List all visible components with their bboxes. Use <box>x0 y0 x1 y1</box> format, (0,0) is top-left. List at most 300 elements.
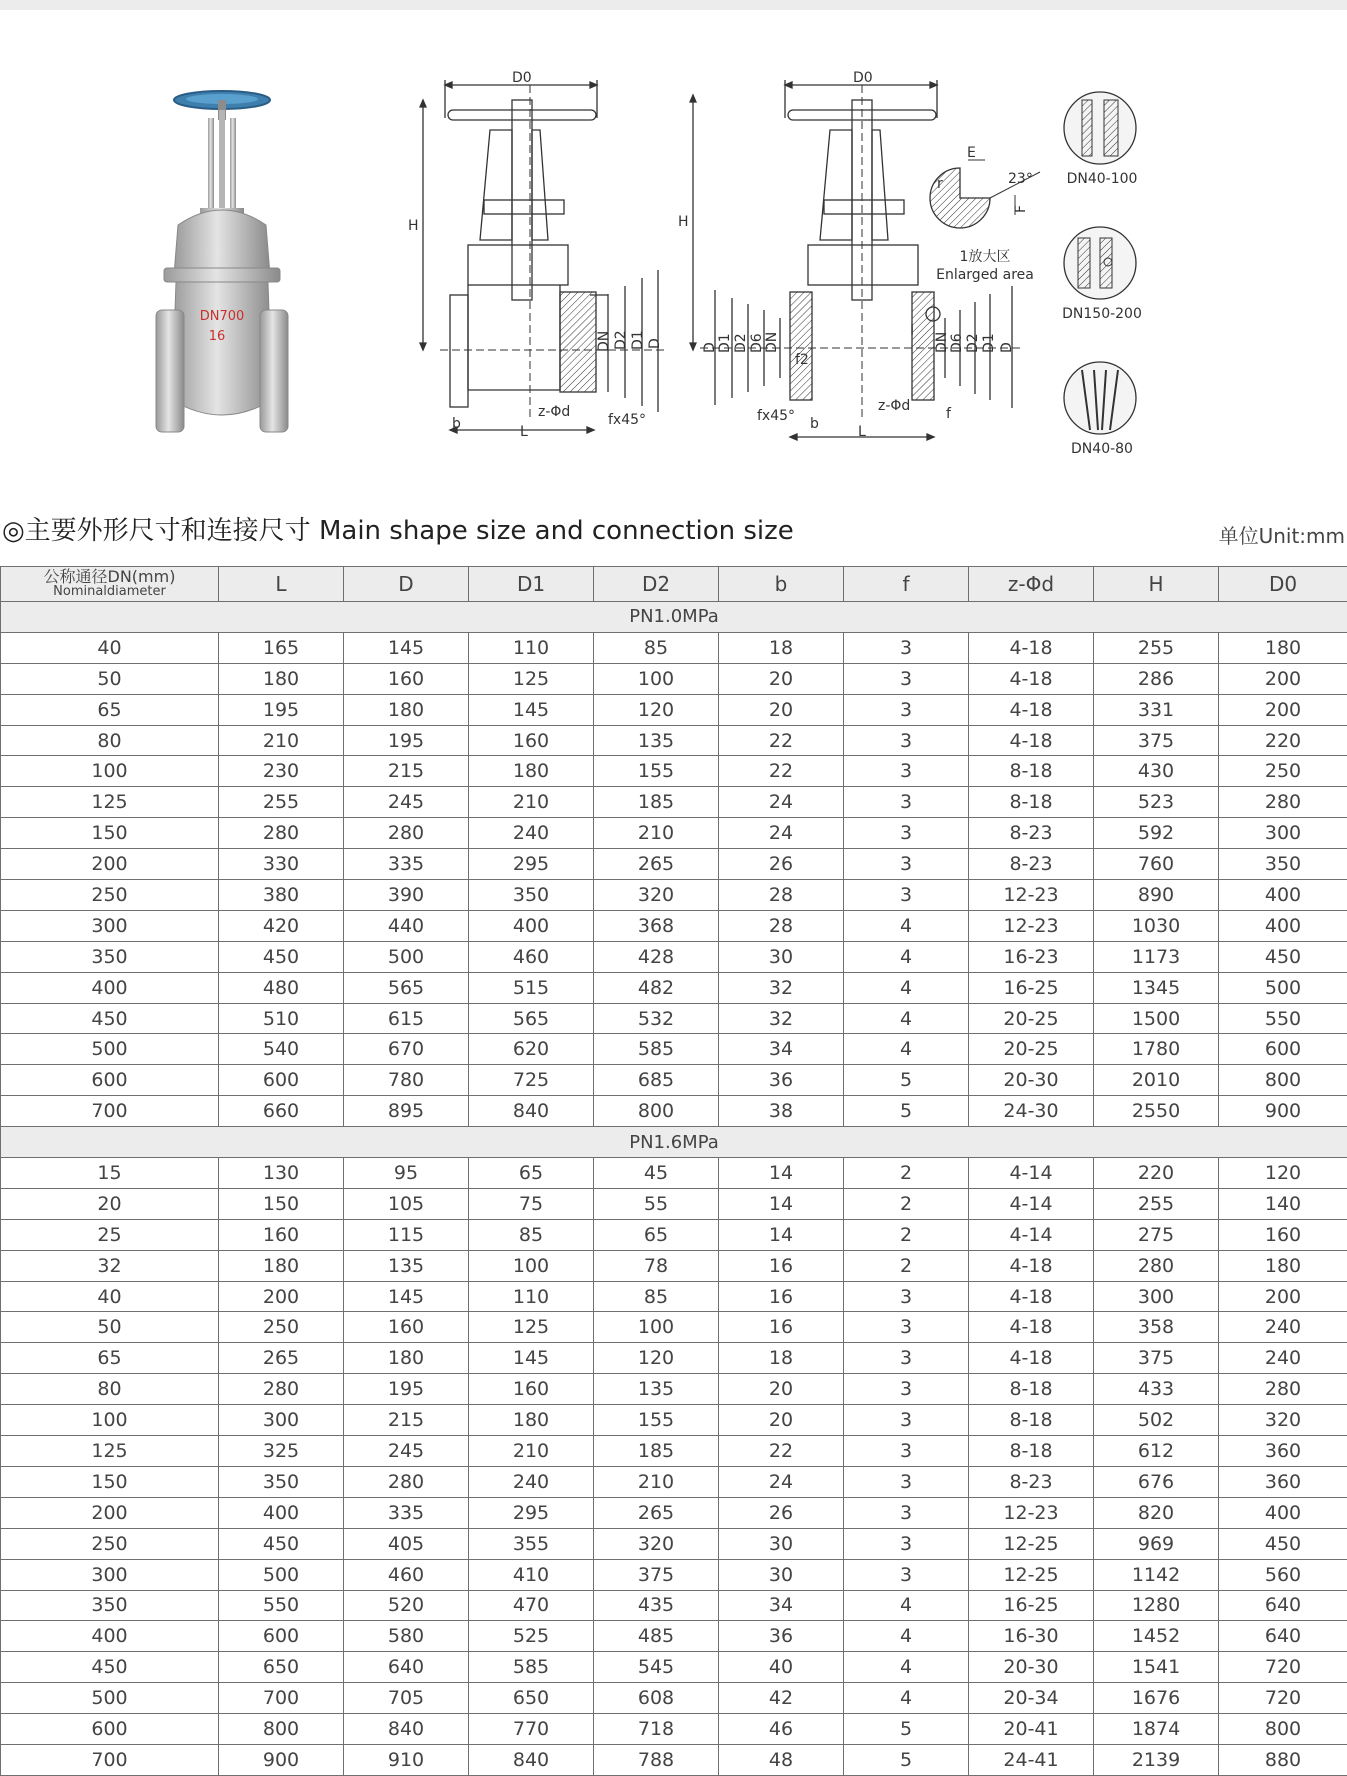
table-body <box>1 602 1347 1776</box>
table-cell: 210 <box>469 787 594 818</box>
table-cell: 485 <box>594 1621 719 1652</box>
table-cell: 20-41 <box>969 1714 1094 1745</box>
table-cell: 4-18 <box>969 1343 1094 1374</box>
table-cell: 390 <box>344 880 469 911</box>
table-cell: 280 <box>1219 1374 1347 1405</box>
table-cell: 325 <box>219 1436 344 1467</box>
table-cell: 275 <box>1094 1219 1219 1250</box>
column-header-f: f <box>844 567 969 602</box>
table-cell: 16-23 <box>969 941 1094 972</box>
table-cell: 12-25 <box>969 1559 1094 1590</box>
table-cell: 800 <box>1219 1714 1347 1745</box>
table-cell: 4 <box>844 1590 969 1621</box>
table-cell: 20 <box>719 1374 844 1405</box>
table-cell: 360 <box>1219 1436 1347 1467</box>
drawing-2-label-dn-right: DN <box>934 332 950 353</box>
table-row <box>1 787 1347 818</box>
table-cell: 40 <box>719 1652 844 1683</box>
table-cell: 28 <box>719 880 844 911</box>
table-cell: 500 <box>219 1559 344 1590</box>
table-cell: 3 <box>844 663 969 694</box>
table-cell: 135 <box>344 1250 469 1281</box>
table-cell: 100 <box>594 663 719 694</box>
table-cell: 450 <box>1219 941 1347 972</box>
drawing-2-label-zphid: z-Φd <box>878 398 910 414</box>
table-cell: 400 <box>1 972 219 1003</box>
table-cell: 65 <box>1 694 219 725</box>
table-row <box>1 1744 1347 1775</box>
table-cell: 2 <box>844 1158 969 1189</box>
table-cell: 295 <box>469 849 594 880</box>
table-cell: 650 <box>469 1683 594 1714</box>
table-cell: 8-18 <box>969 1405 1094 1436</box>
table-cell: 600 <box>219 1065 344 1096</box>
table-cell: 700 <box>1 1096 219 1127</box>
table-cell: 640 <box>1219 1590 1347 1621</box>
drawing-2-label-d2-right: D2 <box>965 333 981 353</box>
table-cell: 20 <box>719 663 844 694</box>
table-row <box>1 1621 1347 1652</box>
table-cell: 4 <box>844 1652 969 1683</box>
table-cell: 3 <box>844 880 969 911</box>
drawing-2-label-f: f <box>946 406 952 422</box>
table-cell: 612 <box>1094 1436 1219 1467</box>
column-header-d1: D1 <box>469 567 594 602</box>
table-cell: 3 <box>844 632 969 663</box>
table-cell: 85 <box>594 1281 719 1312</box>
table-cell: 20-25 <box>969 1034 1094 1065</box>
table-cell: 1500 <box>1094 1003 1219 1034</box>
table-cell: 820 <box>1094 1497 1219 1528</box>
table-cell: 640 <box>344 1652 469 1683</box>
table-cell: 34 <box>719 1034 844 1065</box>
section-title: ◎主要外形尺寸和连接尺寸 Main shape size and connection size <box>2 510 794 547</box>
table-cell: 48 <box>719 1744 844 1775</box>
table-cell: 4-18 <box>969 632 1094 663</box>
table-cell: 358 <box>1094 1312 1219 1343</box>
table-cell: 300 <box>219 1405 344 1436</box>
table-cell: 3 <box>844 694 969 725</box>
table-row <box>1 1250 1347 1281</box>
column-header-z-phi-d: z-Φd <box>969 567 1094 602</box>
table-row <box>1 880 1347 911</box>
table-cell: 120 <box>594 1343 719 1374</box>
table-cell: 75 <box>469 1188 594 1219</box>
table-cell: 16 <box>719 1250 844 1281</box>
table-cell: 4-14 <box>969 1219 1094 1250</box>
table-row <box>1 1497 1347 1528</box>
table-row <box>1 1096 1347 1127</box>
table-cell: 300 <box>1094 1281 1219 1312</box>
table-cell: 80 <box>1 1374 219 1405</box>
table-cell: 800 <box>594 1096 719 1127</box>
table-row <box>1 818 1347 849</box>
table-cell: 405 <box>344 1528 469 1559</box>
enlarged-area-detail <box>930 145 1040 283</box>
table-cell: 36 <box>719 1621 844 1652</box>
table-cell: 26 <box>719 849 844 880</box>
table-cell: 525 <box>469 1621 594 1652</box>
table-cell: 350 <box>1219 849 1347 880</box>
table-cell: 14 <box>719 1188 844 1219</box>
table-cell: 3 <box>844 1343 969 1374</box>
table-cell: 32 <box>1 1250 219 1281</box>
table-cell: 215 <box>344 1405 469 1436</box>
table-cell: 2550 <box>1094 1096 1219 1127</box>
table-row <box>1 1374 1347 1405</box>
table-cell: 895 <box>344 1096 469 1127</box>
table-cell: 24-41 <box>969 1744 1094 1775</box>
table-cell: 65 <box>594 1219 719 1250</box>
table-cell: 4-18 <box>969 725 1094 756</box>
table-cell: 3 <box>844 849 969 880</box>
table-cell: 705 <box>344 1683 469 1714</box>
table-cell: 2 <box>844 1219 969 1250</box>
table-cell: 3 <box>844 1405 969 1436</box>
valve-figure-area <box>0 10 1347 490</box>
table-row <box>1 663 1347 694</box>
table-cell: 15 <box>1 1158 219 1189</box>
table-cell: 140 <box>1219 1188 1347 1219</box>
table-cell: 12-25 <box>969 1528 1094 1559</box>
table-cell: 145 <box>469 694 594 725</box>
table-cell: 3 <box>844 1436 969 1467</box>
table-cell: 155 <box>594 756 719 787</box>
table-cell: 45 <box>594 1158 719 1189</box>
table-cell: 335 <box>344 849 469 880</box>
table-cell: 565 <box>344 972 469 1003</box>
drawing-2-label-d1: D1 <box>717 333 733 353</box>
table-cell: 100 <box>1 756 219 787</box>
column-header-d2: D2 <box>594 567 719 602</box>
enlarged-label-angle: 23° <box>1008 171 1033 187</box>
table-cell: 4-18 <box>969 1312 1094 1343</box>
table-cell: 400 <box>1219 880 1347 911</box>
technical-drawing-1 <box>420 80 665 433</box>
table-cell: 286 <box>1094 663 1219 694</box>
table-cell: 900 <box>219 1744 344 1775</box>
table-cell: 24-30 <box>969 1096 1094 1127</box>
table-row <box>1 632 1347 663</box>
table-row <box>1 1466 1347 1497</box>
table-cell: 608 <box>594 1683 719 1714</box>
table-cell: 890 <box>1094 880 1219 911</box>
column-header-dn-cn: 公称通径DN(mm) <box>1 569 218 584</box>
enlarged-label-en: Enlarged area <box>936 267 1034 283</box>
pressure-group-row <box>1 1127 1347 1158</box>
table-cell: 8-18 <box>969 1436 1094 1467</box>
table-cell: 3 <box>844 1559 969 1590</box>
table-cell: 100 <box>469 1250 594 1281</box>
table-cell: 150 <box>219 1188 344 1219</box>
table-cell: 350 <box>1 1590 219 1621</box>
table-cell: 545 <box>594 1652 719 1683</box>
table-cell: 700 <box>1 1744 219 1775</box>
table-cell: 4 <box>844 1003 969 1034</box>
table-cell: 502 <box>1094 1405 1219 1436</box>
table-cell: 3 <box>844 1466 969 1497</box>
seal-detail-1 <box>1064 92 1137 187</box>
table-cell: 330 <box>219 849 344 880</box>
table-cell: 85 <box>469 1219 594 1250</box>
table-cell: 22 <box>719 1436 844 1467</box>
drawing-2-label-f2: f2 <box>795 352 809 368</box>
table-row <box>1 941 1347 972</box>
table-cell: 100 <box>1 1405 219 1436</box>
table-cell: 210 <box>594 1466 719 1497</box>
table-cell: 280 <box>344 1466 469 1497</box>
table-cell: 125 <box>469 663 594 694</box>
table-cell: 195 <box>344 1374 469 1405</box>
table-cell: 265 <box>219 1343 344 1374</box>
table-cell: 1541 <box>1094 1652 1219 1683</box>
table-cell: 3 <box>844 1281 969 1312</box>
table-cell: 368 <box>594 910 719 941</box>
table-cell: 523 <box>1094 787 1219 818</box>
table-cell: 40 <box>1 632 219 663</box>
table-cell: 180 <box>469 1405 594 1436</box>
table-cell: 660 <box>219 1096 344 1127</box>
table-row <box>1 1312 1347 1343</box>
table-cell: 30 <box>719 941 844 972</box>
enlarged-label-cn: 1放大区 <box>960 248 1011 265</box>
table-cell: 435 <box>594 1590 719 1621</box>
drawing-2-label-d2: D2 <box>733 333 749 353</box>
dimension-table <box>0 566 1347 1776</box>
table-cell: 788 <box>594 1744 719 1775</box>
table-cell: 550 <box>1219 1003 1347 1034</box>
table-cell: 670 <box>344 1034 469 1065</box>
table-cell: 22 <box>719 756 844 787</box>
table-row <box>1 1436 1347 1467</box>
table-cell: 26 <box>719 1497 844 1528</box>
table-cell: 676 <box>1094 1466 1219 1497</box>
table-cell: 515 <box>469 972 594 1003</box>
seal-detail-2 <box>1062 227 1142 322</box>
table-cell: 8-23 <box>969 818 1094 849</box>
table-row <box>1 1188 1347 1219</box>
table-cell: 32 <box>719 1003 844 1034</box>
table-cell: 482 <box>594 972 719 1003</box>
table-cell: 4 <box>844 941 969 972</box>
table-cell: 440 <box>344 910 469 941</box>
table-cell: 5 <box>844 1096 969 1127</box>
table-cell: 2 <box>844 1188 969 1219</box>
table-row <box>1 1559 1347 1590</box>
table-cell: 255 <box>1094 632 1219 663</box>
table-cell: 240 <box>469 818 594 849</box>
valve-marking-dn: DN700 <box>200 309 245 324</box>
table-cell: 428 <box>594 941 719 972</box>
column-header-d0: D0 <box>1219 567 1347 602</box>
table-cell: 195 <box>219 694 344 725</box>
table-cell: 220 <box>1094 1158 1219 1189</box>
table-cell: 28 <box>719 910 844 941</box>
table-cell: 150 <box>1 1466 219 1497</box>
table-cell: 375 <box>1094 725 1219 756</box>
table-cell: 280 <box>1094 1250 1219 1281</box>
table-cell: 250 <box>1 880 219 911</box>
table-cell: 840 <box>469 1096 594 1127</box>
table-cell: 4 <box>844 1034 969 1065</box>
table-cell: 460 <box>344 1559 469 1590</box>
table-cell: 600 <box>1 1714 219 1745</box>
table-cell: 25 <box>1 1219 219 1250</box>
table-cell: 560 <box>1219 1559 1347 1590</box>
table-cell: 1345 <box>1094 972 1219 1003</box>
drawing-2-label-d: D <box>702 342 718 353</box>
table-cell: 450 <box>1219 1528 1347 1559</box>
table-cell: 840 <box>469 1744 594 1775</box>
table-cell: 110 <box>469 632 594 663</box>
table-row <box>1 1281 1347 1312</box>
table-cell: 125 <box>1 1436 219 1467</box>
pressure-group-label: PN1.0MPa <box>1 602 1347 633</box>
drawing-2-label-l: L <box>858 424 866 440</box>
column-header-h: H <box>1094 567 1219 602</box>
table-cell: 4 <box>844 972 969 1003</box>
drawing-1-label-h: H <box>408 218 419 234</box>
table-cell: 185 <box>594 787 719 818</box>
table-cell: 1874 <box>1094 1714 1219 1745</box>
table-cell: 4-14 <box>969 1188 1094 1219</box>
column-header-b: b <box>719 567 844 602</box>
table-cell: 4 <box>844 1621 969 1652</box>
table-cell: 210 <box>469 1436 594 1467</box>
table-cell: 160 <box>469 1374 594 1405</box>
table-cell: 8-18 <box>969 787 1094 818</box>
table-cell: 450 <box>1 1003 219 1034</box>
table-cell: 280 <box>219 1374 344 1405</box>
table-cell: 250 <box>1 1528 219 1559</box>
table-cell: 3 <box>844 818 969 849</box>
table-cell: 85 <box>594 632 719 663</box>
table-row <box>1 1714 1347 1745</box>
drawing-2-label-b: b <box>810 416 819 432</box>
table-cell: 725 <box>469 1065 594 1096</box>
table-cell: 210 <box>594 818 719 849</box>
table-cell: 500 <box>1 1034 219 1065</box>
table-cell: 215 <box>344 756 469 787</box>
table-cell: 360 <box>1219 1466 1347 1497</box>
drawing-1-label-d2: D2 <box>613 330 629 350</box>
table-cell: 1676 <box>1094 1683 1219 1714</box>
table-cell: 1280 <box>1094 1590 1219 1621</box>
table-cell: 30 <box>719 1528 844 1559</box>
table-cell: 600 <box>1 1065 219 1096</box>
table-cell: 760 <box>1094 849 1219 880</box>
table-cell: 55 <box>594 1188 719 1219</box>
table-cell: 565 <box>469 1003 594 1034</box>
table-cell: 16 <box>719 1312 844 1343</box>
table-cell: 5 <box>844 1065 969 1096</box>
table-cell: 105 <box>344 1188 469 1219</box>
table-cell: 145 <box>344 632 469 663</box>
table-row <box>1 1219 1347 1250</box>
table-cell: 200 <box>1 1497 219 1528</box>
table-cell: 180 <box>344 1343 469 1374</box>
drawing-1-label-l: L <box>520 424 528 440</box>
table-cell: 400 <box>219 1497 344 1528</box>
table-cell: 160 <box>219 1219 344 1250</box>
table-cell: 400 <box>1 1621 219 1652</box>
table-cell: 685 <box>594 1065 719 1096</box>
table-cell: 5 <box>844 1744 969 1775</box>
table-cell: 42 <box>719 1683 844 1714</box>
table-cell: 718 <box>594 1714 719 1745</box>
table-cell: 700 <box>219 1683 344 1714</box>
table-cell: 16-25 <box>969 972 1094 1003</box>
table-cell: 18 <box>719 632 844 663</box>
table-cell: 8-23 <box>969 1466 1094 1497</box>
table-cell: 8-18 <box>969 1374 1094 1405</box>
table-cell: 640 <box>1219 1621 1347 1652</box>
column-header-dn-en: Nominaldiameter <box>1 584 218 599</box>
table-cell: 24 <box>719 1466 844 1497</box>
table-cell: 585 <box>594 1034 719 1065</box>
table-row <box>1 1158 1347 1189</box>
table-row <box>1 756 1347 787</box>
table-cell: 2010 <box>1094 1065 1219 1096</box>
valve-photo <box>156 91 288 432</box>
table-cell: 265 <box>594 849 719 880</box>
column-header-l: L <box>219 567 344 602</box>
table-cell: 20-30 <box>969 1652 1094 1683</box>
table-cell: 2139 <box>1094 1744 1219 1775</box>
table-cell: 240 <box>1219 1312 1347 1343</box>
table-row <box>1 972 1347 1003</box>
table-cell: 470 <box>469 1590 594 1621</box>
table-cell: 155 <box>594 1405 719 1436</box>
table-cell: 3 <box>844 725 969 756</box>
table-cell: 375 <box>594 1559 719 1590</box>
drawing-2-label-dn: DN <box>764 332 780 353</box>
drawing-2-label-h: H <box>678 214 689 230</box>
table-cell: 320 <box>594 880 719 911</box>
table-cell: 24 <box>719 818 844 849</box>
table-cell: 540 <box>219 1034 344 1065</box>
table-cell: 135 <box>594 725 719 756</box>
table-cell: 130 <box>219 1158 344 1189</box>
table-cell: 32 <box>719 972 844 1003</box>
table-cell: 4 <box>844 1683 969 1714</box>
table-cell: 180 <box>469 756 594 787</box>
top-bar <box>0 0 1347 10</box>
table-cell: 1142 <box>1094 1559 1219 1590</box>
table-cell: 910 <box>344 1744 469 1775</box>
table-cell: 5 <box>844 1714 969 1745</box>
table-row <box>1 694 1347 725</box>
table-cell: 1780 <box>1094 1034 1219 1065</box>
table-cell: 14 <box>719 1158 844 1189</box>
table-cell: 50 <box>1 663 219 694</box>
drawing-1-label-d1: D1 <box>630 330 646 350</box>
table-cell: 300 <box>1 910 219 941</box>
table-cell: 200 <box>1 849 219 880</box>
table-cell: 255 <box>219 787 344 818</box>
table-cell: 14 <box>719 1219 844 1250</box>
unit-label: 单位Unit:mm <box>1219 520 1345 549</box>
drawing-2-label-d0: D0 <box>853 70 873 86</box>
table-cell: 350 <box>469 880 594 911</box>
table-cell: 615 <box>344 1003 469 1034</box>
table-cell: 80 <box>1 725 219 756</box>
table-cell: 4-18 <box>969 1281 1094 1312</box>
table-cell: 65 <box>469 1158 594 1189</box>
table-cell: 16 <box>719 1281 844 1312</box>
table-cell: 580 <box>344 1621 469 1652</box>
table-cell: 125 <box>1 787 219 818</box>
